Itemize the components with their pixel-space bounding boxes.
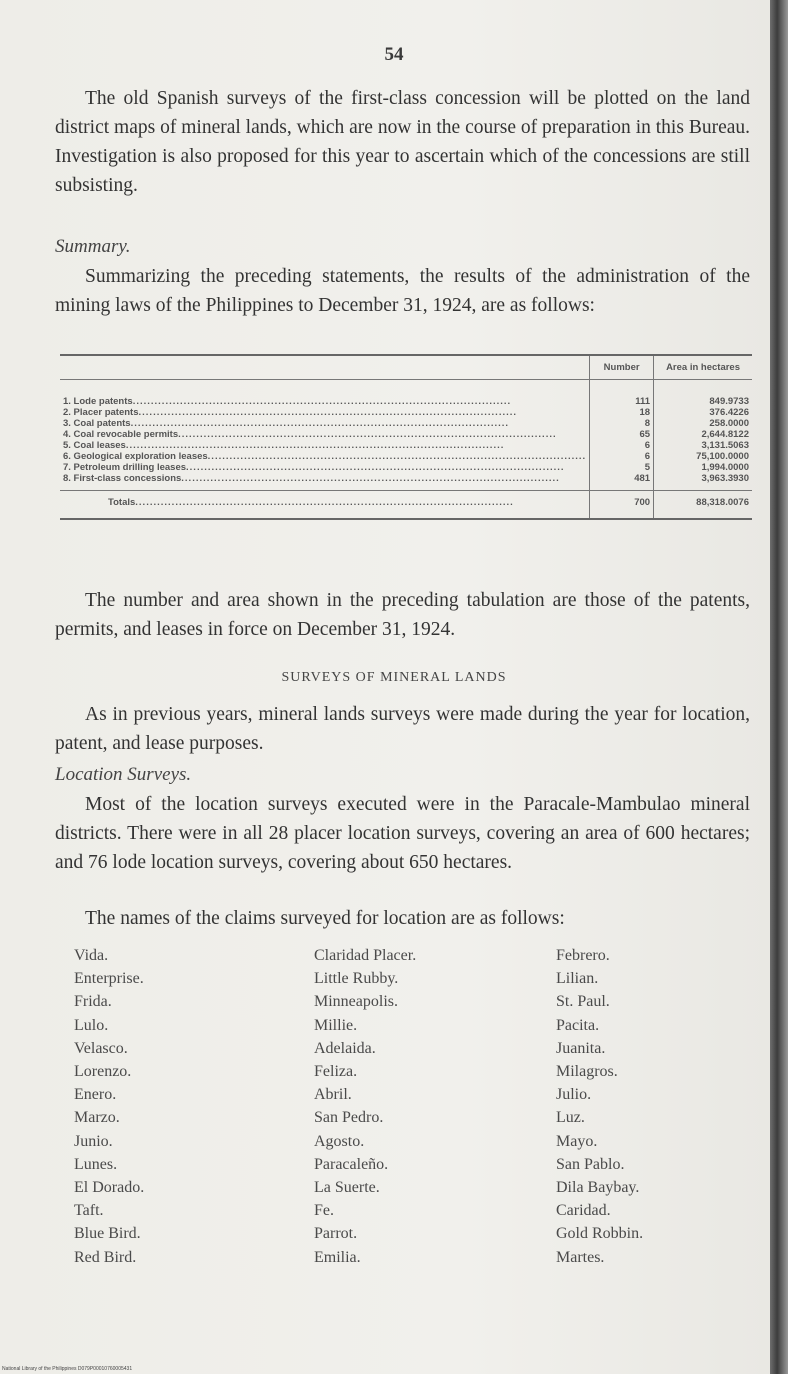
claim-name: Enero. [74, 1086, 117, 1104]
paragraph-text: The old Spanish surveys of the first-class concession will be plotted on the land district maps of mineral lands, which are now in the course of preparation in this Bureau. Investigation is also proposed for this year to ascertain which of the concessions are still subsisting. [55, 88, 750, 196]
table-cell-number: 18 [590, 407, 654, 418]
leader-dots: ........................................................................................................ [130, 418, 510, 429]
table-header-number: Number [590, 355, 654, 380]
table-cell-number: 6 [590, 451, 654, 462]
table-cell-number: 65 [590, 429, 654, 440]
claim-name: Parrot. [314, 1225, 358, 1243]
table-cell-label: 6. Geological exploration leases........................................................................................................ [63, 451, 587, 462]
table-cell-area: 376.4226 [654, 407, 752, 418]
claim-name: Frida. [74, 993, 112, 1011]
claim-name: Milagros. [556, 1063, 618, 1081]
claim-name: La Suerte. [314, 1179, 380, 1197]
leader-dots: ........................................................................................................ [125, 440, 505, 451]
claim-name: Velasco. [74, 1039, 128, 1057]
table-total-number: 700 [590, 491, 654, 520]
paragraph-tabulation-note [55, 586, 750, 644]
table-header-label [60, 355, 590, 380]
claim-name: Red Bird. [74, 1248, 137, 1266]
leader-dots: ........................................................................................................ [207, 451, 587, 462]
table-cell-label: 8. First-class concessions........................................................................................................ [63, 473, 560, 484]
table-cell-number: 8 [590, 418, 654, 429]
location-surveys-heading: Location Surveys. [55, 764, 192, 785]
leader-dots: ........................................................................................................ [181, 473, 560, 484]
claim-name: Martes. [556, 1248, 605, 1266]
table-cell-number: 6 [590, 440, 654, 451]
leader-dots: ........................................................................................................ [178, 429, 557, 440]
claim-name: Adelaida. [314, 1039, 376, 1057]
paragraph-text: Summarizing the preceding statements, the results of the administration of the mining laws of the Philippines to December 31, 1924, are as follows: [55, 266, 750, 316]
table-cell-label: 5. Coal leases........................................................................................................ [63, 440, 505, 451]
claim-name: Lilian. [556, 970, 599, 988]
claim-name: San Pablo. [556, 1155, 625, 1173]
paragraph-summary [55, 262, 750, 320]
table-row [60, 380, 752, 408]
paragraph-location-surveys [55, 790, 750, 877]
claim-name: Fe. [314, 1202, 334, 1220]
table-row [60, 418, 752, 429]
footer-credit: National Library of the Philippines D079P00010760005431 [2, 1366, 133, 1372]
claim-name: Claridad Placer. [314, 947, 417, 964]
claim-name: Paracaleño. [314, 1155, 389, 1173]
claim-name: Little Rubby. [314, 970, 399, 988]
table-cell-area: 258.0000 [654, 418, 752, 429]
table-header-area: Area in hectares [654, 355, 752, 380]
claim-name: Junio. [74, 1132, 113, 1150]
table-cell-area: 849.9733 [654, 380, 752, 408]
table-cell-label: 4. Coal revocable permits........................................................................................................ [63, 429, 557, 440]
claim-name: Feliza. [314, 1063, 358, 1081]
table-row [60, 429, 752, 440]
section-heading: SURVEYS OF MINERAL LANDS [281, 670, 507, 685]
paragraph-text: The names of the claims surveyed for location are as follows: [85, 908, 565, 929]
table-cell-label: 2. Placer patents........................................................................................................ [63, 407, 518, 418]
table-cell-label: 1. Lode patents........................................................................................................ [63, 396, 512, 407]
claim-name: Millie. [314, 1016, 358, 1034]
claim-name: Dila Baybay. [556, 1179, 640, 1197]
table-cell-label: 7. Petroleum drilling leases........................................................................................................ [63, 462, 565, 473]
claim-name: Marzo. [74, 1109, 120, 1127]
leader-dots: ........................................................................................................ [135, 497, 514, 508]
summary-table [60, 354, 752, 520]
claim-name: Gold Robbin. [556, 1225, 644, 1243]
claim-name: Mayo. [556, 1132, 598, 1150]
claim-name: Lulo. [74, 1016, 109, 1034]
claim-name: Vida. [74, 947, 109, 964]
claim-name: Abril. [314, 1086, 352, 1104]
claim-name: El Dorado. [74, 1179, 145, 1197]
paragraph-previous-years [55, 700, 750, 758]
claim-name: Julio. [556, 1086, 592, 1104]
table-cell-area: 2,644.8122 [654, 429, 752, 440]
claim-name: Caridad. [556, 1202, 611, 1220]
table-row [60, 473, 752, 491]
paragraph-spanish-surveys [55, 84, 750, 200]
table-row [60, 440, 752, 451]
table-cell-area: 1,994.0000 [654, 462, 752, 473]
claim-name: San Pedro. [314, 1109, 384, 1127]
claim-name: Lorenzo. [74, 1063, 132, 1081]
table-cell-area: 3,963.3930 [654, 473, 752, 491]
claim-name: St. Paul. [556, 993, 610, 1011]
table-body [60, 380, 752, 520]
claim-name: Enterprise. [74, 970, 144, 988]
table-row [60, 407, 752, 418]
table-cell-label: 3. Coal patents........................................................................................................ [63, 418, 510, 429]
paragraph-claim-names-intro [55, 904, 750, 933]
paragraph-text: The number and area shown in the preceding tabulation are those of the patents, permits, and leases in force on December 31, 1924. [55, 590, 750, 640]
leader-dots: ........................................................................................................ [138, 407, 518, 418]
table-row [60, 451, 752, 462]
table-total-area: 88,318.0076 [654, 491, 752, 520]
claim-name: Pacita. [556, 1016, 600, 1034]
claims-column-1 [74, 944, 144, 1269]
claim-name: Minneapolis. [314, 993, 398, 1011]
leader-dots: ........................................................................................................ [132, 396, 512, 407]
claim-name: Febrero. [556, 947, 610, 964]
table-cell-area: 3,131.5063 [654, 440, 752, 451]
table-row [60, 462, 752, 473]
leader-dots: ........................................................................................................ [186, 462, 565, 473]
summary-heading: Summary. [55, 236, 131, 257]
table-total-label: Totals........................................................................................................ [60, 491, 590, 520]
table-total-row [60, 491, 752, 520]
table-cell-area: 75,100.0000 [654, 451, 752, 462]
claim-name: Juanita. [556, 1039, 606, 1057]
page-number: 54 [384, 44, 404, 65]
book-spine-edge [770, 0, 788, 1374]
claim-name: Luz. [556, 1109, 585, 1127]
claim-name: Agosto. [314, 1132, 365, 1150]
paragraph-text: As in previous years, mineral lands surveys were made during the year for location, patent, and lease purposes. [55, 704, 750, 754]
claim-name: Lunes. [74, 1155, 118, 1173]
claim-name: Taft. [74, 1202, 104, 1220]
claim-name: Blue Bird. [74, 1225, 141, 1243]
paragraph-text: Most of the location surveys executed were in the Paracale-Mambulao mineral districts. There were in all 28 placer location surveys, covering an area of 600 hectares; and 76 lode location surveys, covering about 650 hectares. [55, 794, 750, 873]
table-cell-number: 111 [590, 380, 654, 408]
claims-column-2 [314, 944, 416, 1269]
claim-name: Emilia. [314, 1248, 361, 1266]
claims-column-3 [556, 944, 643, 1269]
table-cell-number: 481 [590, 473, 654, 491]
table-cell-number: 5 [590, 462, 654, 473]
